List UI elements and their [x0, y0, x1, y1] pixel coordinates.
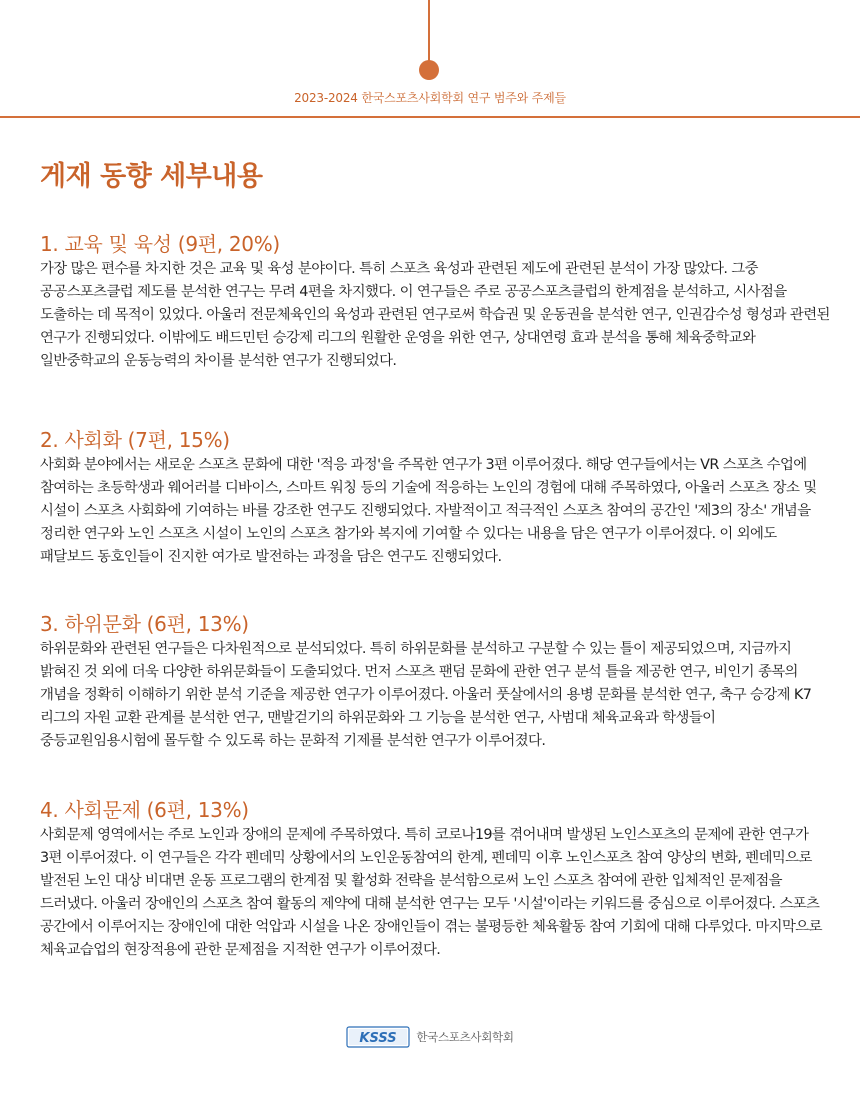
footer-org-name: 한국스포츠사회학회: [416, 1030, 514, 1044]
section-title: 3. 하위문화 (6편, 13%): [40, 612, 249, 636]
section-body: 사회화 분야에서는 새로운 스포츠 문화에 대한 '적응 과정'을 주목한 연구가 3편 이루어졌다. 해당 연구들에서는 VR 스포츠 수업에 참여하는 초등학생과 웨어러블 디바이스, 스마트 워칭 등의 기술에 적응하는 노인의 경험에 대해 주목하였다, 아울러 스포츠 장소 및 시설이 스포츠 사회화에 기여하는 바를 강조한 연구도 진행되었다. 자발적이고 적극적인 스포츠 참여의 공간인 '제3의 장소' 개념을 정리한 연구와 노인 스포츠 시설이 노인의 스포츠 참가와 복지에 기여할 수 있다는 내용을 담은 연구가 이루어졌다. 이 외에도 패달보드 동호인들이 진지한 여가로 발전하는 과정을 담은 연구도 진행되었다.: [40, 457, 817, 565]
section-title: 2. 사회화 (7편, 15%): [40, 428, 230, 452]
ksss-logo-icon: [346, 1026, 410, 1048]
section-socialization: [40, 426, 830, 610]
header-divider: [0, 116, 860, 118]
running-header: 2023-2024 한국스포츠사회학회 연구 범주와 주제들: [294, 91, 566, 105]
section-body: 하위문화와 관련된 연구들은 다차원적으로 분석되었다. 특히 하위문화를 분석하고 구분할 수 있는 틀이 제공되었으며, 지금까지 밝혀진 것 외에 더욱 다양한 하위문화들이 도출되었다. 먼저 스포츠 팬덤 문화에 관한 연구 분석 틀을 제공한 연구, 비인기 종목의 개념을 정확히 이해하기 위한 분석 기준을 제공한 연구가 이루어졌다. 아울러 풋살에서의 용병 문화를 분석한 연구, 축구 승강제 K7 리그의 자원 교환 관계를 분석한 연구, 맨발걷기의 하위문화와 그 기능을 분석한 연구, 사범대 체육교육과 학생들이 중등교원임용시험에 몰두할 수 있도록 하는 문화적 기제를 분석한 연구가 이루어졌다.: [40, 641, 812, 749]
section-subculture: [40, 610, 830, 796]
header-connector-line: [428, 0, 430, 62]
section-body: 사회문제 영역에서는 주로 노인과 장애의 문제에 주목하였다. 특히 코로나19를 겪어내며 발생된 노인스포츠의 문제에 관한 연구가 3편 이루어졌다. 이 연구들은 각각 펜데믹 상황에서의 노인운동참여의 한계, 펜데믹 이후 노인스포츠 참여 양상의 변화, 펜데믹으로 발전된 노인 대상 비대면 운동 프로그램의 한계점 및 활성화 전략을 분석함으로써 노인 스포츠 참여에 관한 입체적인 문제점을 드러냈다. 아울러 장애인의 스포츠 참여 활동의 제약에 대해 분석한 연구는 모두 '시설'이라는 키워드를 중심으로 이루어졌다. 스포츠 공간에서 이루어지는 장애인에 대한 억압과 시설을 나온 장애인들이 겪는 불평등한 체육활동 참여 기회에 대해 다루었다. 마지막으로 체육교습업의 현장적용에 관한 문제점을 지적한 연구가 이루어졌다.: [40, 827, 822, 958]
section-title: 1. 교육 및 육성 (9편, 20%): [40, 232, 280, 256]
section-title: 4. 사회문제 (6편, 13%): [40, 798, 249, 822]
svg-text:KSSS: KSSS: [359, 1031, 397, 1046]
header-dot: [419, 60, 439, 80]
page-title: 게재 동향 세부내용: [40, 161, 263, 192]
section-education: [40, 230, 830, 426]
section-social-problems: [40, 796, 830, 962]
footer-logo: [0, 1026, 860, 1048]
section-body: 가장 많은 편수를 차지한 것은 교육 및 육성 분야이다. 특히 스포츠 육성과 관련된 제도에 관련된 분석이 가장 많았다. 그중 공공스포츠클럽 제도를 분석한 연구는 무려 4편을 차지했다. 이 연구들은 주로 공공스포츠클럽의 한계점을 분석하고, 시사점을 도출하는 데 목적이 있었다. 아울러 전문체육인의 육성과 관련된 연구로써 학습권 및 운동권을 분석한 연구, 인권감수성 형성과 관련된 연구가 진행되었다. 이밖에도 배드민턴 승강제 리그의 원활한 운영을 위한 연구, 상대연령 효과 분석을 통해 체육중학교와 일반중학교의 운동능력의 차이를 분석한 연구가 진행되었다.: [40, 261, 830, 369]
content-sections: [40, 230, 830, 962]
